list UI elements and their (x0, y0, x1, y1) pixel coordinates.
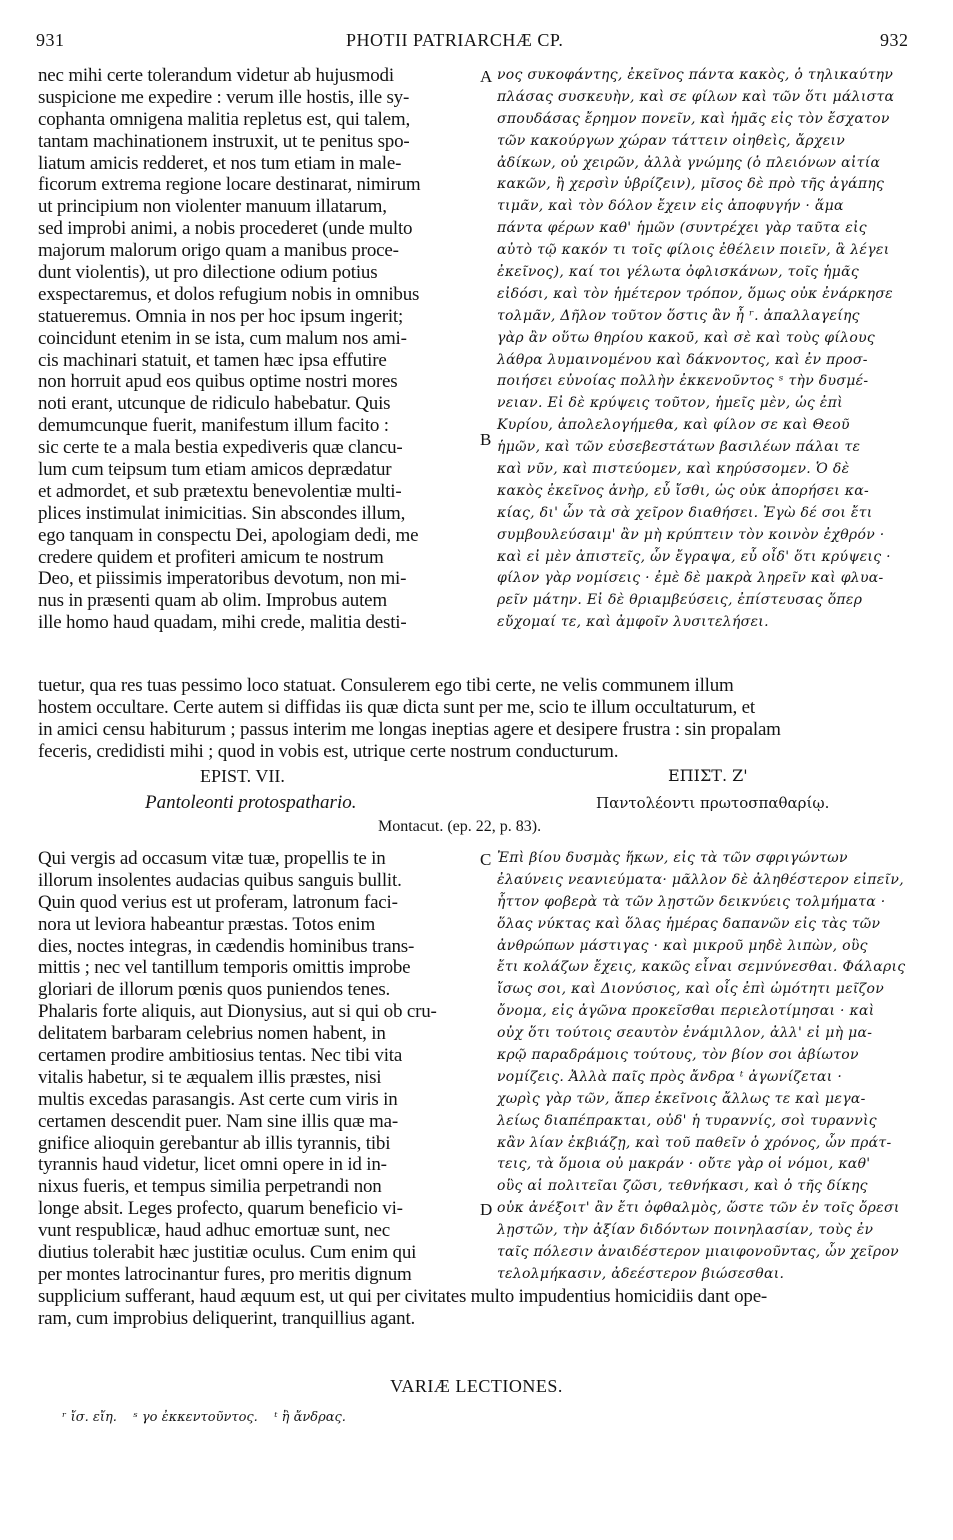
greek-text-line: νειαν. Εἰ δὲ κρύψεις τοῦτον, ἡμεῖς μὲν, ὡς ἐπὶ (497, 395, 843, 412)
latin-column-1 (38, 65, 421, 634)
latin-text-line: noti erant, utcunque de ridiculo habebatur. Quis (38, 393, 391, 415)
latin-column-2 (38, 848, 437, 1286)
greek-text-line: ἐλαύνεις νεανιεύματα· μᾶλλον δὲ ἀληθέστερον εἰπεῖν, (497, 871, 904, 888)
greek-text-line: καὶ νῦν, καὶ πιστεύομεν, καὶ κηρύσσομεν. Ὁ δὲ (497, 461, 850, 478)
greek-text-line: ἀνθρώπων μάστιγας · καὶ μικροῦ μηδὲ λιπὼν, οὓς (497, 937, 868, 954)
latin-text-line: credere quidem et profiteri amicum te nostrum (38, 546, 384, 568)
latin-text-line: exspectaremus, et dolos refugium nobis in omnibus (38, 283, 420, 305)
latin-text-line: plices instimulat inimicitias. Sin abscondes illum, (38, 502, 406, 524)
greek-text-line: λείως διαπέπρακται, οὐδ' ἡ τυραννίς, σοὶ τυραννὶς (497, 1112, 877, 1129)
latin-text-line: vitalis habetur, si te æqualem illis præstes, nisi (38, 1066, 382, 1088)
greek-text-line: οὓς αἱ πολιτεῖαι ζῶσι, τεθνήκασι, καὶ ὁ τῆς δίκης (497, 1178, 868, 1195)
latin-text-line: ego tanquam in conspectu Dei, apologiam dedi, me (38, 524, 419, 546)
latin-text-line: in amici censu habiturum ; passus interim me longas ineptias agere et desipere frustra : sin propalam (38, 718, 781, 740)
greek-text-line: λῃστῶν, τὴν ἀξίαν διδόντων ποινηλασίαν, τοὺς ἐν (497, 1222, 874, 1239)
greek-text-line: κακῶν, ἢ χερσὶν ὑβρίζειν), μῖσος δὲ πρὸ τῆς ἀγάπης (497, 176, 885, 193)
greek-text-line: τῶν κακούργων χώραν τάττειν οἰηθεὶς, ἄρχειν (497, 132, 846, 149)
page-number-right: 932 (880, 30, 909, 50)
latin-text-line: Qui vergis ad occasum vitæ tuæ, propellis te in (38, 848, 386, 869)
latin-text-line: nus in præsenti quam ab olim. Improbus autem (38, 590, 387, 612)
greek-text-line: πλάσας συσκευὴν, καὶ σε φίλων καὶ τῶν ὅτι μάλιστα (497, 88, 895, 105)
latin-text-line: majorum malorum origo quam a manibus proce- (38, 240, 399, 262)
greek-text-line: νομίζεις. Ἀλλὰ παῖς πρὸς ἄνδρα ᵗ ἀγωνίζεται · (497, 1068, 843, 1085)
greek-text-line: ρεῖν μάτην. Εἰ δὲ θριαμβεύσεις, ἐπίστευσας ὅπερ (497, 592, 863, 609)
latin-text-line: ille homo haud quadam, mihi crede, malitia desti- (38, 612, 407, 634)
latin-text-line: nixus fueris, et tempus similia perpetrandi non (38, 1176, 382, 1198)
latin-text-line: supplicium sufferant, haud æquum est, ut qui per civitates multo impudentius homicidiis dant ope- (38, 1286, 768, 1307)
latin-text-line: certamen descendit puer. Nam sine illis quæ ma- (38, 1110, 398, 1132)
latin-text-line: liatum amicis redderet, et nos tum etiam in male- (38, 152, 402, 174)
column-marker-a: A (480, 67, 493, 86)
latin-text-line: coincidunt etenim in se ista, cum malum nos ami- (38, 327, 407, 349)
greek-text-line: ἀδίκων, οὐ χειρῶν, ἀλλὰ γνώμης (ὁ πλειόνων αἰτία (497, 154, 881, 171)
latin-text-line: diutius tolerabit hæc justitiæ oculus. Cum enim qui (38, 1242, 417, 1264)
greek-text-line: πάντα φέρων καθ' ἡμῶν (συντρέχει γὰρ ταῦτα εἰς (497, 220, 867, 237)
latin-epistle-title: EPIST. VII. (200, 766, 285, 786)
latin-text-line: non horruit apud eos quibus optime nostri mores (38, 371, 398, 393)
latin-text-line: ut principium non violenter manuum illatarum, (38, 196, 387, 218)
latin-addressee: Pantoleonti protospathario. (145, 792, 357, 813)
greek-text-line: τεις, τὰ ὅμοια οὐ μακράν · οὔτε γὰρ οἱ νόμοι, καθ' (497, 1156, 871, 1173)
greek-text-line: τολμᾶν, Δῆλον τοῦτον ὅστις ἂν ἦ ʳ. ἀπαλλαγείης (497, 307, 860, 324)
latin-text-line: dunt violentis), ut pro dilectione odium potius (38, 262, 378, 284)
latin-text-line: Phalaris forte aliquis, aut Dionysius, aut si qui ob cru- (38, 1001, 437, 1023)
latin-text-line: tyrannis haud videtur, licet omni opere in id in- (38, 1154, 387, 1176)
greek-column-1 (497, 65, 894, 634)
latin-text-line: statueremus. Omnia in nos per hoc ipsum ingerit; (38, 305, 404, 327)
column-marker-c: C (480, 850, 492, 869)
greek-text-line: καὶ εἰ μὲν ἀπιστεῖς, ὧν ἔγραψα, εὖ οἶδ' ὅτι κρύψεις · (497, 548, 891, 565)
full-width-text-2 (38, 1286, 767, 1330)
greek-text-line: ὄνομα, εἰς ἀγῶνα προκεῖσθαι περιελοτίμησαι · καὶ (497, 1003, 875, 1020)
latin-text-line: cis machinari statuit, et tamen hæc ipsa effutire (38, 349, 387, 371)
greek-text-line: ταῖς πόλεσιν ἀναιδέστερον μιαιφονοῦντας, ὧν χεῖρον (497, 1244, 899, 1261)
greek-text-line: τελολμήκασιν, ἀδεέστερον βιώσεσθαι. (497, 1265, 785, 1282)
greek-text-line: ἐκεῖνος), καί τοι γέλωτα ὀφλισκάνων, τοῖς ἡμᾶς (497, 264, 860, 281)
greek-text-line: Κυρίου, ἀπολελογήμεθα, καὶ φίλον σε καὶ Θεοῦ (497, 417, 850, 434)
latin-text-line: gnifice alioquin gerebantur ab illis tyrannis, tibi (38, 1132, 391, 1154)
latin-text-line: delitatem barbaram celebrius nomen habent, in (38, 1023, 386, 1045)
latin-text-line: suspicione me expedire : verum ille hostis, ille sy- (38, 86, 410, 108)
column-marker-b: B (480, 430, 492, 449)
greek-text-line: χωρὶς γὰρ τῶν, ἅπερ ἐκεῖνοις ἄλλως τε καὶ μεγα- (497, 1090, 866, 1107)
latin-text-line: feceris, credidisti mihi ; quod in vobis est, utrique certe nostrum conducturum. (38, 740, 619, 762)
greek-text-line: κἂν λίαν ἐκβιάζῃ, καὶ τοῦ παθεῖν ὁ χρόνος, ὧν πράτ- (497, 1134, 892, 1151)
greek-text-line: ἡμῶν, καὶ τῶν εὐσεβεστάτων βασιλέων πάλαι τε (497, 439, 861, 456)
greek-text-line: ποιήσει εὐνοίας πολλὴν ἐκκενοῦντος ˢ τὴν δυσμέ- (497, 373, 869, 390)
latin-text-line: Deo, et piissimis imperatoribus devotum, non mi- (38, 568, 407, 590)
greek-text-line: κίας, δι' ὧν τὰ σὰ χεῖρον διαθήσει. Ἐγὼ δέ σοι ἔτι (497, 504, 873, 521)
variae-lectiones-title: VARIÆ LECTIONES. (390, 1376, 563, 1396)
greek-text-line: εἰδόσι, καὶ τὸν ἡμέτερον τρόπον, ὅμως οὐκ ἐνάρκησε (497, 285, 893, 302)
greek-text-line: λάθρα λυμαινομένου καὶ δάκνοντος, καὶ ἐν προσ- (497, 351, 868, 368)
greek-text-line: κακὸς ἐκεῖνος ἀνὴρ, εὖ ἴσθι, ὡς οὐκ ἀπορήσει κα- (497, 482, 870, 499)
latin-text-line: ram, cum improbius deliquerint, tranquillius agant. (38, 1307, 416, 1329)
greek-text-line: ὅλας νύκτας καὶ ὅλας ἡμέρας δαπανῶν εἰς τὰς τῶν (497, 915, 881, 932)
greek-text-line: τιμᾶν, καὶ τὸν δόλον ἔχειν εἰς ἀποφυγήν · ἅμα (497, 198, 844, 215)
running-title: PHOTII PATRIARCHÆ CP. (346, 30, 564, 50)
latin-text-line: cophanta omnigena malitia repletus est, qui talem, (38, 108, 410, 130)
latin-text-line: vunt respublicæ, haud adhuc emortuæ sunt, nec (38, 1220, 390, 1242)
greek-text-line: εὔχομαί τε, καὶ ἀμφοῖν λυσιτελήσει. (497, 614, 769, 631)
latin-text-line: dies, noctes integras, in cædendis hominibus trans- (38, 935, 415, 957)
greek-text-line: οὐκ ἀνέξοιτ' ἂν ἔτι ὀφθαλμὸς, ὥστε τῶν ἐν τοῖς ὄρεσι (497, 1200, 900, 1217)
greek-text-line: Ἐπὶ βίου δυσμὰς ἥκων, εἰς τὰ τῶν σφριγώντων (497, 850, 848, 866)
latin-text-line: sic certe te a mala bestia expediveris quæ clancu- (38, 437, 403, 459)
variae-lectiones-notes: ʳ ἴσ. εἴη. ˢ γο ἐκκεντοῦντος. ᵗ ἢ ἄνδρας. (62, 1410, 346, 1425)
latin-text-line: ficorum extrema regione locare destinarat, nimirum (38, 174, 421, 196)
latin-text-line: et admordet, et sub prætextu benevolentiæ multi- (38, 480, 402, 502)
greek-text-line: νος συκοφάντης, ἐκεῖνος πάντα κακὸς, ὁ τηλικαύτην (497, 67, 894, 83)
latin-text-line: tuetur, qua res tuas pessimo loco statuat. Consulerem ego tibi certe, ne velis communem illum (38, 675, 734, 696)
latin-text-line: certamen prodire ambitiosius tentas. Nec tibi vita (38, 1045, 403, 1067)
greek-epistle-title: ΕΠΙΣΤ. Ζ' (668, 766, 748, 785)
latin-text-line: nec mihi certe tolerandum videtur ab hujusmodi (38, 65, 394, 86)
greek-column-2 (497, 848, 905, 1286)
greek-text-line: ἴσως σοι, καὶ Διονύσιος, καὶ οἷς ἐπὶ ὠμότητι μεῖζον (497, 981, 885, 998)
greek-text-line: αὐτὸ τῷ κακόν τι τοῖς φίλοις ἐθέλειν ποιεῖν, ἃ λέγει (497, 242, 890, 259)
greek-text-line: οὐχ ὅτι τούτοις σεαυτὸν ἐνάμιλλον, ἀλλ' εἰ μὴ μα- (497, 1025, 873, 1042)
greek-text-line: γὰρ ἂν οὕτω θηρίου κακοῦ, καὶ σὲ καὶ τοὺς φίλους (497, 329, 876, 346)
greek-text-line: κρῷ παραδράμοις τούτους, τὸν βίον σοι ἀβίωτον (497, 1047, 859, 1064)
greek-text-line: φίλον γὰρ νομίσεις · ἐμὲ δὲ μακρὰ ληρεῖν καὶ φλυα- (497, 570, 884, 587)
greek-text-line: συμβουλεύσαιμ' ἂν μὴ κρύπτειν τὸν κοινὸν ἐχθρόν · (497, 526, 885, 543)
latin-text-line: hostem occultare. Certe autem si diffidas iis quæ dicta sunt per me, scio te illum occultaturum, et (38, 696, 755, 718)
latin-text-line: Quin quod verius est ut proferam, latronum faci- (38, 891, 398, 913)
latin-text-line: demumcunque fuerit, manifestum illum facito : (38, 415, 389, 437)
latin-text-line: gloriari de illorum pœnis quos puniendos tenes. (38, 979, 391, 1001)
source-note: Montacut. (ep. 22, p. 83). (378, 818, 542, 835)
greek-text-line: ἧττον φοβερὰ τὰ τῶν λῃστῶν δεικνύεις τολμήματα · (497, 893, 886, 910)
latin-text-line: longe absit. Leges profecto, quarum beneficio vi- (38, 1198, 403, 1220)
greek-text-line: ἔτι κολάζων ἔχεις, κακῶς εἶναι σεμνύνεσθαι. Φάλαρις (497, 959, 906, 976)
latin-text-line: illorum insolentes audacias quibus sanguis bullit. (38, 869, 402, 891)
latin-text-line: per montes latrocinantur fures, pro meritis dignum (38, 1263, 412, 1285)
latin-text-line: multis excedas parasangis. Ast certe cum viris in (38, 1088, 398, 1110)
page-number-left: 931 (36, 30, 65, 50)
column-marker-d: D (480, 1200, 493, 1219)
latin-text-line: lum cum teipsum tum etiam amicos deprædatur (38, 459, 392, 481)
latin-text-line: sed improbi animi, a nobis procederet (unde multo (38, 218, 413, 240)
greek-addressee: Παντολέοντι πρωτοσπαθαρίῳ. (596, 794, 830, 812)
full-width-text-1 (38, 675, 781, 763)
latin-text-line: mittis ; nec vel tantillum temporis omittis improbe (38, 957, 411, 979)
latin-text-line: tantam machinationem instruxit, ut te penitus spo- (38, 130, 410, 152)
greek-text-line: σπουδάσας ἔρημον πονεῖν, καὶ ἡμᾶς εἰς τὸν ἔσχατον (497, 110, 890, 127)
latin-text-line: nora ut leviora habeantur præstas. Totos enim (38, 913, 376, 935)
